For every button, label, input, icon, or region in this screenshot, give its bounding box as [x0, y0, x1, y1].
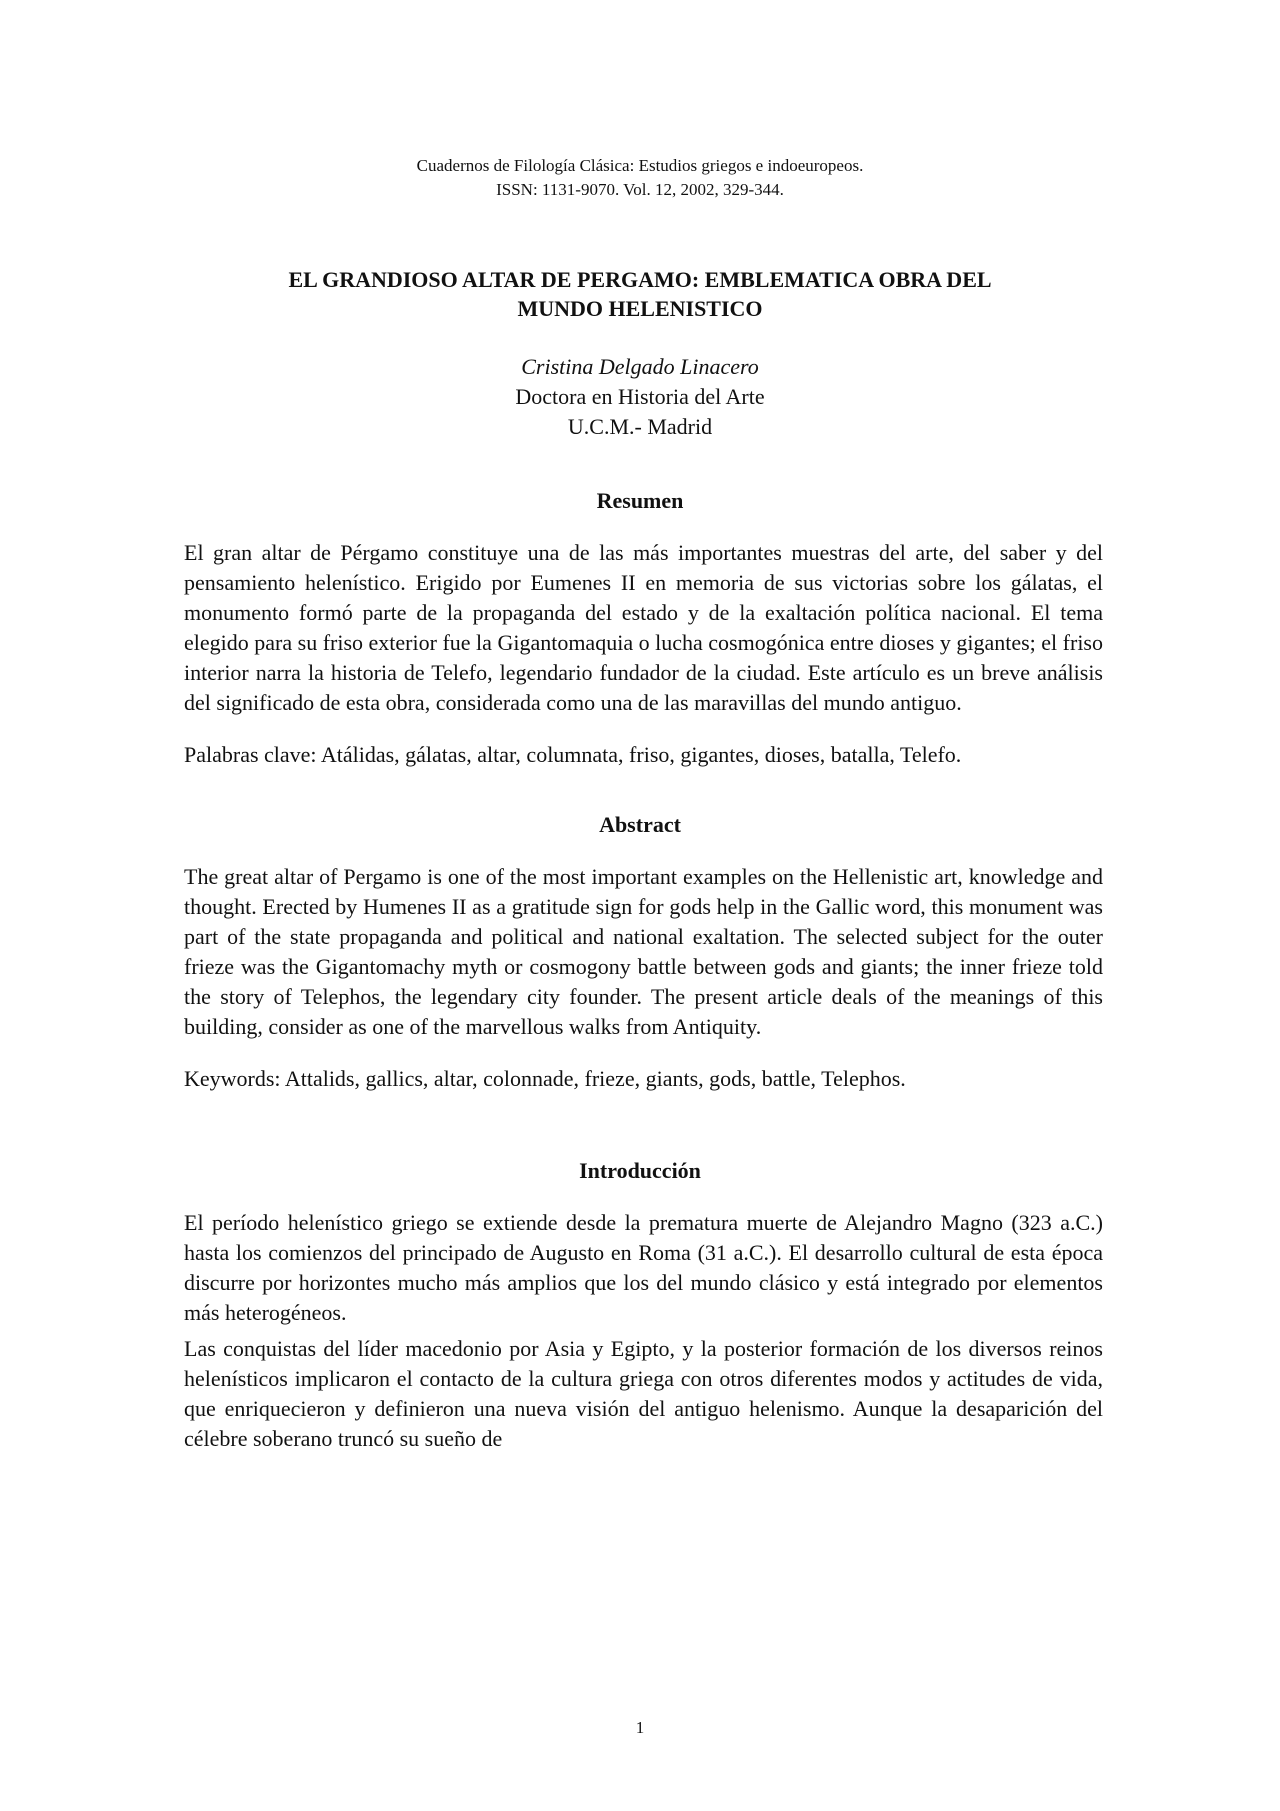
article-title-line-2: MUNDO HELENISTICO: [517, 296, 763, 321]
introduccion-paragraph-1: El período helenístico griego se extiende desde la prematura muerte de Alejandro Magno (323 a.C.) hasta los comienzos del principado de Augusto en Roma (31 a.C.). El desarrollo cultural de esta época discurre por horizontes mucho más amplios que los del mundo clásico y está integrado por elementos más heterogéneos.: [184, 1210, 1103, 1325]
page-number: 1: [635, 1718, 645, 1737]
author-affiliation: U.C.M.- Madrid: [567, 414, 713, 439]
abstract-heading: Abstract: [599, 812, 681, 837]
journal-issn-line: ISSN: 1131-9070. Vol. 12, 2002, 329-344.: [496, 180, 784, 199]
article-title: [200, 265, 1080, 323]
resumen-keywords: Palabras clave: Atálidas, gálatas, altar, columnata, friso, gigantes, dioses, batalla, Telefo.: [184, 742, 962, 767]
introduccion-paragraph-2: Las conquistas del líder macedonio por Asia y Egipto, y la posterior formación de los diversos reinos helenísticos implicaron el contacto de la cultura griega con otros diferentes modos y actitudes de vida, que enriquecieron y definieron una nueva visión del antiguo helenismo. Aunque la desaparición del célebre soberano truncó su sueño de: [184, 1336, 1103, 1451]
abstract-paragraph: The great altar of Pergamo is one of the most important examples on the Hellenistic art, knowledge and thought. Erected by Humenes II as a gratitude sign for gods help in the Gallic word, this monument was part of the state propaganda and political and national exaltation. The selected subject for the outer frieze was the Gigantomachy myth or cosmogony battle between gods and giants; the inner frieze told the story of Telephos, the legendary city founder. The present article deals of the meanings of this building, consider as one of the marvellous walks from Antiquity.: [184, 864, 1103, 1039]
introduccion-heading: Introducción: [579, 1158, 701, 1183]
abstract-keywords: Keywords: Attalids, gallics, altar, colonnade, frieze, giants, gods, battle, Telephos.: [184, 1066, 906, 1091]
journal-title-line: Cuadernos de Filología Clásica: Estudios griegos e indoeuropeos.: [416, 156, 864, 175]
author-block: [0, 352, 1280, 442]
resumen-heading: Resumen: [596, 488, 684, 513]
author-position: Doctora en Historia del Arte: [515, 384, 765, 409]
resumen-paragraph: El gran altar de Pérgamo constituye una de las más importantes muestras del arte, del saber y del pensamiento helenístico. Erigido por Eumenes II en memoria de sus victorias sobre los gálatas, el monumento formó parte de la propaganda del estado y de la exaltación política nacional. El tema elegido para su friso exterior fue la Gigantomaquia o lucha cosmogónica entre dioses y gigantes; el friso interior narra la historia de Telefo, legendario fundador de la ciudad. Este artículo es un breve análisis del significado de esta obra, considerada como una de las maravillas del mundo antiguo.: [184, 540, 1103, 715]
article-title-line-1: EL GRANDIOSO ALTAR DE PERGAMO: EMBLEMATICA OBRA DEL: [288, 267, 992, 292]
journal-header: [0, 154, 1280, 202]
author-name: Cristina Delgado Linacero: [521, 354, 759, 379]
